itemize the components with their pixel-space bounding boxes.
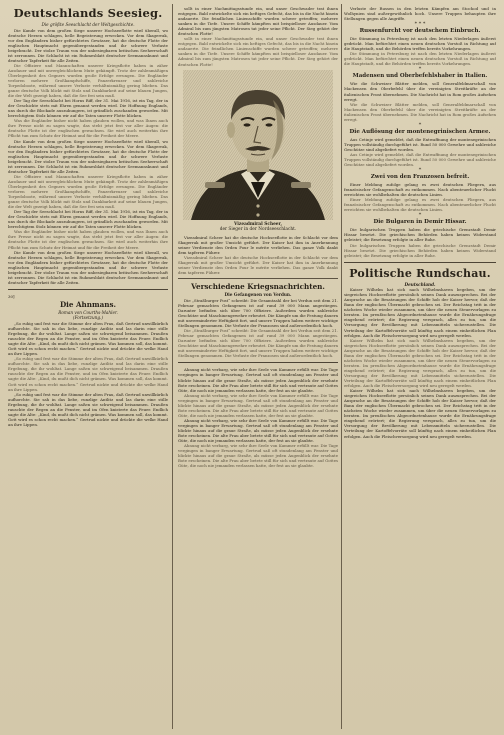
star-separator: *	[418, 66, 422, 73]
article-paragraph: Die „Straßburger Post“ schreibt: Die Gesamtzahl der bei Verdun seit dem 21. Februar gemachten Gefangenen ist auf rund 39 000 Mann angestiegen. Darunter befinden sich über 700 Offiziere. Außerdem wurden zahlreiche Geschütze und Maschinengewehre erbeutet. Die Kämpfe um die Festung dauern mit unverminderter Heftigkeit fort, und unsere Truppen haben weitere wichtige Stellungen genommen. Die Verluste der Franzosen sind außerordentlich hoch.	[178, 297, 338, 329]
section-divider	[178, 278, 338, 279]
star-separator: *	[418, 121, 422, 128]
article-paragraph: Verluste der Russen in den letzten Kämpfen am Stochod und in Wolhynien sind außergewöhnlich hoch. Unsere Truppen behaupten ihre Stellungen gegen alle Angriffe.	[344, 6, 496, 22]
serial-header	[8, 294, 168, 299]
star-separator: *	[418, 167, 422, 174]
news-headline: Die Bulgaren in Demir Hissar.	[373, 219, 467, 226]
headline-subtitle: Die größte Seeschlacht der Weltgeschichte.	[41, 22, 135, 27]
star-separator: *	[418, 212, 422, 219]
news-headline: Russenfurcht vor deutschem Einbruch.	[359, 28, 481, 35]
column-middle	[178, 6, 338, 731]
article-paragraph: Vizeadmiral Scheer hat die deutsche Hochseeflotte in der Schlacht vor dem Skagerrak mit großer Umsicht geführt. Der Kaiser hat ihm in Anerkennung seiner Verdienste den Orden Pour le mérite verliehen. Das ganze Volk dankt dem tapferen Führer.	[178, 234, 338, 256]
article-paragraph: Die bulgarischen Truppen haben die griechische Grenzstadt Demir Hissar besetzt. Die griechischen Behörden haben keinen Widerstand geleistet; die Besetzung erfolgte in aller Ruhe.	[344, 242, 496, 258]
serial-paragraph: „So ruhig und fest war die Stimme der alten Frau, daß Gertrud unwillkürlich aufhorchte. Sie sah in das liebe, runzlige Antlitz und las darin eine stille Ergebung, die ihr wohltat. Lange saßen sie schweigend beisammen. Draußen rauschte der Regen an die Fenster, und im Ofen knisterte das Feuer. Endlich sagte die Alte: „Kind, du mußt dich nicht grämen. Was kommen soll, das kommt. Gott wird es schon recht machen.“ Gertrud nickte und drückte die welke Hand an ihre Lippen.	[8, 320, 168, 357]
serial-note: (Fortsetzung.)	[72, 315, 104, 321]
section-divider	[178, 362, 338, 363]
article-paragraph: Kaiser Wilhelm hat sich nach Wilhelmshaven begeben, um der siegreichen Hochseeflotte persönlich seinen Dank auszusprechen. Bei der Ansprache an die Besatzungen der Schiffe hob der Kaiser hervor, daß der Bann der englischen Übermacht gebrochen sei. Der Reichstag tritt in der nächsten Woche wieder zusammen, um über die neuen Steuervorlagen zu beraten. Im preußischen Abgeordnetenhause wurde die Ernährungsfrage eingehend erörtert; die Regierung versprach, alles zu tun, um die Versorgung der Bevölkerung mit Lebensmitteln sicherzustellen. Die Verteilung der Kartoffelvorräte soll künftig nach einem einheitlichen Plan erfolgen. Auch die Fleischversorgung wird neu geregelt werden.	[344, 337, 496, 389]
news-headline: Zwei von den Franzosen befreit.	[370, 174, 470, 181]
headline-seesieg: Deutschlands Seesieg.	[13, 6, 163, 20]
article-paragraph: Die Kunde von dem großen Siege unserer Hochseeflotte wird überall, wo deutsche Herzen schlagen, helle Begeisterung erwecken. Vor dem Skagerrak, vor den Engländern bisher gefürchtetes Gewässer, hat die deutsche Flotte der englischen Hauptmacht gegenübergestanden und ihr schwere Verluste beigebracht. Der stolze Traum von der unbesiegbaren britischen Seeherrschaft ist zerronnen. Die Schlacht ist ein Ruhmesblatt deutscher Seemannskunst und deutscher Tapferkeit für alle Zeiten.	[8, 27, 168, 63]
section-title-kriegsnachrichten: Verschiedene Kriegsnachrichten.	[191, 282, 325, 292]
article-paragraph: Kaiser Wilhelm hat sich nach Wilhelmshaven begeben, um der siegreichen Hochseeflotte persönlich seinen Dank auszusprechen. Bei der Ansprache an die Besatzungen der Schiffe hob der Kaiser hervor, daß der Bann der englischen Übermacht gebrochen sei. Der Reichstag tritt in der nächsten Woche wieder zusammen, um über die neuen Steuervorlagen zu beraten. Im preußischen Abgeordnetenhause wurde die Ernährungsfrage eingehend erörtert; die Regierung versprach, alles zu tun, um die Versorgung der Bevölkerung mit Lebensmitteln sicherzustellen. Die Verteilung der Kartoffelvorräte soll künftig nach einem einheitlichen Plan erfolgen. Auch die Fleischversorgung wird neu geregelt werden.	[344, 388, 496, 439]
article-paragraph: Einer Meldung zufolge gelang es zwei deutschen Fliegern, aus französischer Gefangenschaft zu entkommen. Nach abenteuerlicher Flucht erreichten sie wohlbehalten die deutschen Linien.	[344, 182, 496, 198]
portrait-role: der Sieger in der Nordseeschlacht.	[219, 226, 297, 232]
serial-paragraph: „So ruhig und fest war die Stimme der alten Frau, daß Gertrud unwillkürlich aufhorchte. Sie sah in das liebe, runzlige Antlitz und las darin eine stille Ergebung, die ihr wohltat. Lange saßen sie schweigend beisammen. Draußen rauschte der Regen an die Fenster, und im Ofen knisterte das Feuer. Endlich sagte die Alte: „Kind, du mußt dich nicht grämen. Was kommen soll, das kommt. Gott wird es schon recht machen.“ Gertrud nickte und drückte die welke Hand an ihre Lippen.	[8, 391, 168, 427]
article-paragraph: sollt in einer Nachmittagsstunde ein, und unser Geschwader trat ihnen entgegen. Bald entwickelte sich ein heftiges Gefecht, das bis in die Nacht hinein andauerte. Die feindlichen Linienschiffe wurden schwer getroffen; mehrere sanken in die Tiefe. Unsere Schiffe kämpften mit beispielloser Ausdauer. Vom Admiral bis zum jüngsten Matrosen tat jeder seine Pflicht. Der Sieg gehört der deutschen Flotte!	[178, 36, 338, 67]
column-left	[8, 6, 168, 731]
article-paragraph: Einer Meldung zufolge gelang es zwei deutschen Fliegern, aus französischer Gefangenschaft zu entkommen. Nach abenteuerlicher Flucht erreichten sie wohlbehalten die deutschen Linien.	[344, 197, 496, 213]
article-paragraph: sollt in einer Nachmittagsstunde ein, und unser Geschwader trat ihnen entgegen. Bald entwickelte sich ein heftiges Gefecht, das bis in die Nacht hinein andauerte. Die feindlichen Linienschiffe wurden schwer getroffen; mehrere sanken in die Tiefe. Unsere Schiffe kämpften mit beispielloser Ausdauer. Vom Admiral bis zum jüngsten Matrosen tat jeder seine Pflicht. Der Sieg gehört der deutschen Flotte!	[178, 6, 338, 37]
news-headline: Madensen und Oberbefehlshaber in Italien.	[352, 73, 488, 80]
article-paragraph: Wie die Schweizer Blätter melden, soll Generalfeldmarschall von Mackensen den Oberbefehl über die vereinigten Streitkräfte an der italienischen Front übernehmen. Die Nachricht hat in Rom großes Aufsehen erregt.	[344, 101, 496, 122]
news-headline: Die Auflösung der montenegrinischen Armee.	[349, 128, 491, 135]
article-paragraph: Die Stimmung in Petersburg ist nach den letzten Niederlagen äußerst gedrückt. Man befürchtet einen neuen deutschen Vorstoß in Richtung auf die Hauptstadt, und die Behörden treffen bereits Vorkehrungen.	[344, 51, 496, 67]
section-divider	[8, 289, 168, 290]
serial-paragraph: Ahnung nicht verbarg, wie sehr ihre Seele von Kummer erfüllt war. Die Tage vergingen in banger Erwartung. Gertrud saß oft stundenlang am Fenster und blickte hinaus auf die graue Straße, als müsse jeden Augenblick der ersehnte Bote erscheinen. Die alte Frau aber betete still für sich und vertraute auf Gottes Güte, die noch nie jemanden verlassen hatte, der fest an sie glaubte.	[178, 417, 338, 444]
section-subtitle: Deutschland.	[404, 281, 436, 287]
section-divider	[344, 262, 496, 263]
article-paragraph: Aus Cetinje wird gemeldet, daß die Entwaffnung der montenegrinischen Truppen vollständig durchgeführt ist. Rund 50 000 Gewehre und zahlreiche Geschütze sind abgeliefert worden.	[344, 151, 496, 168]
article-paragraph: Vizeadmiral Scheer hat die deutsche Hochseeflotte in der Schlacht vor dem Skagerrak mit großer Umsicht geführt. Der Kaiser hat ihm in Anerkennung seiner Verdienste den Orden Pour le mérite verliehen. Das ganze Volk dankt dem tapferen Führer.	[178, 255, 338, 276]
serial-paragraph: Ahnung nicht verbarg, wie sehr ihre Seele von Kummer erfüllt war. Die Tage vergingen in banger Erwartung. Gertrud saß oft stundenlang am Fenster und blickte hinaus auf die graue Straße, als müsse jeden Augenblick der ersehnte Bote erscheinen. Die alte Frau aber betete still für sich und vertraute auf Gottes Güte, die noch nie jemanden verlassen hatte, der fest an sie glaubte.	[178, 367, 338, 393]
serial-number: 30]	[8, 293, 15, 299]
article-paragraph: Was die Engländer bisher nicht haben glauben wollen, und was Ihnen auch ihre Presse nicht zu sagen wagte, das steht jetzt fest vor aller Augen: die deutsche Flotte ist der englischen gewachsen. Sie wird auch weiterhin ihre Pflicht tun zum Schutz der Heimat und für die Freiheit der Meere.	[8, 229, 168, 250]
star-separator: * * *	[414, 21, 426, 28]
article-paragraph: Die Offiziere und Mannschaften unserer Kriegsflotte haben in zäher Ausdauer und mit unvergleichlichem Mute gekämpft. Trotz der zahlenmäßigen Überlegenheit des Gegners wurden große Erfolge errungen. Die Engländer verloren mehrere Großkampfschiffe, Panzerkreuzer und zahlreiche Torpedoboote, während unsere Verluste verhältnismäßig gering blieben. Das ganze deutsche Volk blickt mit Stolz und Dankbarkeit auf seine blauen Jungen, die der Welt gezeigt haben, daß die See frei sein muß.	[8, 62, 168, 99]
article-paragraph: Die Offiziere und Mannschaften unserer Kriegsflotte haben in zäher Ausdauer und mit unvergleichlichem Mute gekämpft. Trotz der zahlenmäßigen Überlegenheit des Gegners wurden große Erfolge errungen. Die Engländer verloren mehrere Großkampfschiffe, Panzerkreuzer und zahlreiche Torpedoboote, während unsere Verluste verhältnismäßig gering blieben. Das ganze deutsche Volk blickt mit Stolz und Dankbarkeit auf seine blauen Jungen, die der Welt gezeigt haben, daß die See frei sein muß.	[8, 173, 168, 210]
column-rule	[172, 4, 173, 729]
serial-paragraph: Ahnung nicht verbarg, wie sehr ihre Seele von Kummer erfüllt war. Die Tage vergingen in banger Erwartung. Gertrud saß oft stundenlang am Fenster und blickte hinaus auf die graue Straße, als müsse jeden Augenblick der ersehnte Bote erscheinen. Die alte Frau aber betete still für sich und vertraute auf Gottes Güte, die noch nie jemanden verlassen hatte, der fest an sie glaubte.	[178, 443, 338, 469]
serial-title: Die Ahnmans.	[59, 299, 117, 309]
article-paragraph: Was die Engländer bisher nicht haben glauben wollen, und was Ihnen auch ihre Presse nicht zu sagen wagte, das steht jetzt fest vor aller Augen: die deutsche Flotte ist der englischen gewachsen. Sie wird auch weiterhin ihre Pflicht tun zum Schutz der Heimat und für die Freiheit der Meere.	[8, 118, 168, 139]
portrait-scheer	[183, 70, 333, 220]
article-paragraph: Die Stimmung in Petersburg ist nach den letzten Niederlagen äußerst gedrückt. Man befürchtet einen neuen deutschen Vorstoß in Richtung auf die Hauptstadt, und die Behörden treffen bereits Vorkehrungen.	[344, 36, 496, 52]
article-paragraph: Der Tag der Seeschlacht bei Horns Riff, der 31. Mai 1916, ist ein Tag, der in der Geschichte stets mit Ehren genannt werden wird. Die Hoffnung Englands, uns durch die Blockade auszuhungern, ist gründlich zuschanden geworden. Mit berechtigtem Stolz können wir auf die Taten unserer Flotte blicken.	[8, 209, 168, 230]
section-title-politik: Politische Rundschau.	[349, 266, 491, 280]
article-paragraph: Kaiser Wilhelm hat sich nach Wilhelmshaven begeben, um der siegreichen Hochseeflotte persönlich seinen Dank auszusprechen. Bei der Ansprache an die Besatzungen der Schiffe hob der Kaiser hervor, daß der Bann der englischen Übermacht gebrochen sei. Der Reichstag tritt in der nächsten Woche wieder zusammen, um über die neuen Steuervorlagen zu beraten. Im preußischen Abgeordnetenhause wurde die Ernährungsfrage eingehend erörtert; die Regierung versprach, alles zu tun, um die Versorgung der Bevölkerung mit Lebensmitteln sicherzustellen. Die Verteilung der Kartoffelvorräte soll künftig nach einem einheitlichen Plan erfolgen. Auch die Fleischversorgung wird neu geregelt werden.	[344, 287, 496, 338]
portrait-name: Vizeadmiral Scheer,	[234, 221, 282, 227]
serial-paragraph: Ahnung nicht verbarg, wie sehr ihre Seele von Kummer erfüllt war. Die Tage vergingen in banger Erwartung. Gertrud saß oft stundenlang am Fenster und blickte hinaus auf die graue Straße, als müsse jeden Augenblick der ersehnte Bote erscheinen. Die alte Frau aber betete still für sich und vertraute auf Gottes Güte, die noch nie jemanden verlassen hatte, der fest an sie glaubte.	[178, 392, 338, 418]
portrait-engraving	[183, 70, 333, 220]
section-subtitle: Die Gefangenen von Verdun.	[224, 292, 292, 298]
article-paragraph: Die Kunde von dem großen Siege unserer Hochseeflotte wird überall, wo deutsche Herzen schlagen, helle Begeisterung erwecken. Vor dem Skagerrak, vor den Engländern bisher gefürchtetes Gewässer, hat die deutsche Flotte der englischen Hauptmacht gegenübergestanden und ihr schwere Verluste beigebracht. Der stolze Traum von der unbesiegbaren britischen Seeherrschaft ist zerronnen. Die Schlacht ist ein Ruhmesblatt deutscher Seemannskunst und deutscher Tapferkeit für alle Zeiten.	[8, 138, 168, 174]
column-rule	[341, 4, 342, 729]
portrait-caption	[178, 222, 338, 232]
article-paragraph: Die „Straßburger Post“ schreibt: Die Gesamtzahl der bei Verdun seit dem 21. Februar gemachten Gefangenen ist auf rund 39 000 Mann angestiegen. Darunter befinden sich über 700 Offiziere. Außerdem wurden zahlreiche Geschütze und Maschinengewehre erbeutet. Die Kämpfe um die Festung dauern mit unverminderter Heftigkeit fort, und unsere Truppen haben weitere wichtige Stellungen genommen. Die Verluste der Franzosen sind außerordentlich hoch.	[178, 328, 338, 359]
serial-author: Roman von Courths-Mahler.	[58, 309, 118, 315]
article-paragraph: Der Tag der Seeschlacht bei Horns Riff, der 31. Mai 1916, ist ein Tag, der in der Geschichte stets mit Ehren genannt werden wird. Die Hoffnung Englands, uns durch die Blockade auszuhungern, ist gründlich zuschanden geworden. Mit berechtigtem Stolz können wir auf die Taten unserer Flotte blicken.	[8, 98, 168, 119]
article-paragraph: Aus Cetinje wird gemeldet, daß die Entwaffnung der montenegrinischen Truppen vollständig durchgeführt ist. Rund 50 000 Gewehre und zahlreiche Geschütze sind abgeliefert worden.	[344, 136, 496, 152]
article-paragraph: Die Kunde von dem großen Siege unserer Hochseeflotte wird überall, wo deutsche Herzen schlagen, helle Begeisterung erwecken. Vor dem Skagerrak, vor den Engländern bisher gefürchtetes Gewässer, hat die deutsche Flotte der englischen Hauptmacht gegenübergestanden und ihr schwere Verluste beigebracht. Der stolze Traum von der unbesiegbaren britischen Seeherrschaft ist zerronnen. Die Schlacht ist ein Ruhmesblatt deutscher Seemannskunst und deutscher Tapferkeit für alle Zeiten.	[8, 249, 168, 285]
serial-paragraph: „So ruhig und fest war die Stimme der alten Frau, daß Gertrud unwillkürlich aufhorchte. Sie sah in das liebe, runzlige Antlitz und las darin eine stille Ergebung, die ihr wohltat. Lange saßen sie schweigend beisammen. Draußen rauschte der Regen an die Fenster, und im Ofen knisterte das Feuer. Endlich sagte die Alte: „Kind, du mußt dich nicht grämen. Was kommen soll, das kommt. Gott wird es schon recht machen.“ Gertrud nickte und drückte die welke Hand an ihre Lippen.	[8, 356, 168, 392]
column-right	[344, 6, 496, 731]
article-paragraph: Die bulgarischen Truppen haben die griechische Grenzstadt Demir Hissar besetzt. Die griechischen Behörden haben keinen Widerstand geleistet; die Besetzung erfolgte in aller Ruhe.	[344, 227, 496, 243]
article-paragraph: Wie die Schweizer Blätter melden, soll Generalfeldmarschall von Mackensen den Oberbefehl über die vereinigten Streitkräfte an der italienischen Front übernehmen. Die Nachricht hat in Rom großes Aufsehen erregt.	[344, 81, 496, 102]
